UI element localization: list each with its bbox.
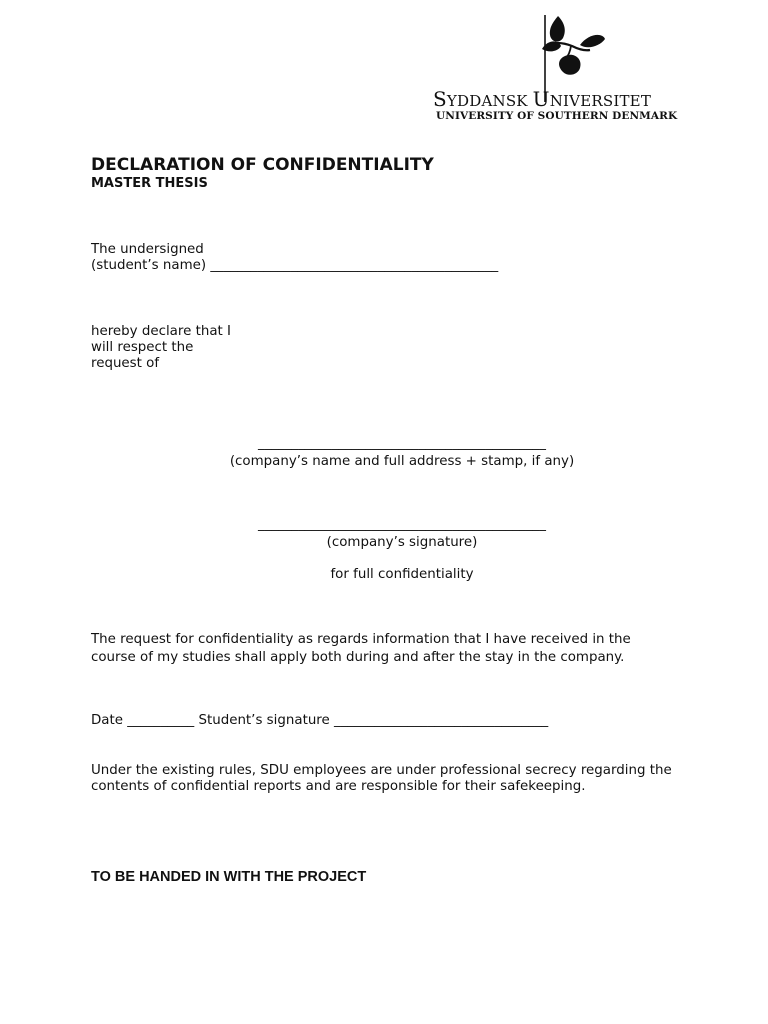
hand-in-note: TO BE HANDED IN WITH THE PROJECT: [91, 869, 367, 885]
date-signature-field: Date __________ Student’s signature ________________________________: [91, 713, 549, 728]
company-name-field: ___________________________________________: [258, 436, 546, 451]
declare-text-line2: will respect the: [91, 340, 194, 355]
rules-paragraph-line2: contents of confidential reports and are responsible for their safekeeping.: [91, 779, 586, 794]
page-subtitle: MASTER THESIS: [91, 176, 208, 191]
full-confidentiality-text: for full confidentiality: [330, 567, 474, 582]
company-name-caption: (company’s name and full address + stamp, if any): [229, 454, 575, 469]
student-name-field: (student’s name) ___________________________________________: [91, 258, 499, 273]
page-title: DECLARATION OF CONFIDENTIALITY: [91, 155, 434, 175]
company-signature-caption: (company’s signature): [326, 535, 478, 550]
university-subtitle: UNIVERSITY OF SOUTHERN DENMARK: [436, 110, 678, 122]
university-name: SYDDANSK UNIVERSITET: [433, 87, 652, 111]
rules-paragraph-line1: Under the existing rules, SDU employees are under professional secrecy regarding the: [91, 763, 672, 778]
declare-text-line3: request of: [91, 356, 160, 371]
declare-text-line1: hereby declare that I: [91, 324, 231, 339]
undersigned-label: The undersigned: [91, 242, 204, 257]
company-signature-field: ___________________________________________: [258, 517, 546, 532]
university-logo: [433, 12, 683, 122]
request-paragraph-line2: course of my studies shall apply both during and after the stay in the company.: [91, 650, 625, 665]
request-paragraph-line1: The request for confidentiality as regards information that I have received in the: [91, 632, 631, 647]
